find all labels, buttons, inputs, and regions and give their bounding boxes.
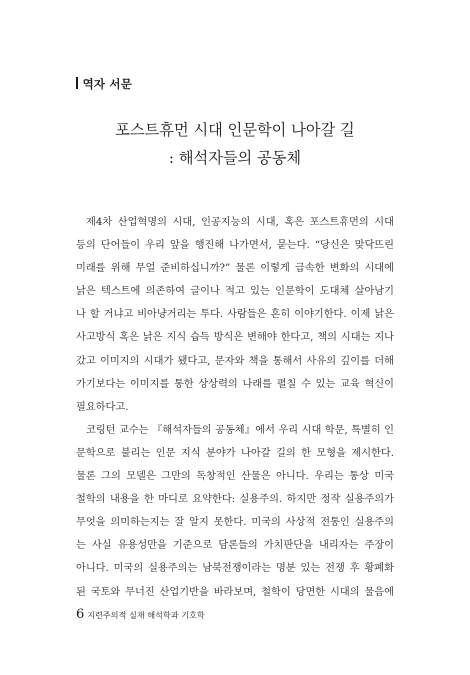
body-line: 등의 단어들이 우리 앞을 행진해 나가면서, 묻는다. “당신은 맞닥뜨린	[76, 240, 394, 252]
body-line: 필요하다고.	[76, 401, 129, 413]
body-line: 문학으로 불리는 인문 지식 분야가 나아갈 길의 한 모형을 제시한다.	[76, 447, 394, 459]
body-line: 낡은 텍스트에 의존하여 글이나 적고 있는 인문학이 도대체 살아남기	[76, 286, 394, 298]
body-line: 제4차 산업혁명의 시대, 인공지능의 시대, 혹은 포스트휴먼의 시대	[86, 217, 394, 228]
body-line: 된 국토와 무너진 산업기반을 바라보며, 철학이 당면한 시대의 물음에	[76, 586, 394, 598]
running-book-title: 지련주의적 실재 해석학과 기호학	[87, 611, 205, 620]
section-label-text: 역자 서문	[82, 77, 133, 91]
body-line: 물론 그의 모델은 그만의 독창적인 산물은 아니다. 우리는 통상 미국	[76, 471, 394, 483]
page-footer	[76, 603, 205, 622]
body-line: 미래를 위해 무얼 준비하십니까?” 물론 이렇게 급속한 변화의 시대에	[76, 263, 394, 275]
section-label-bar	[76, 77, 78, 89]
body-line: 아니다. 미국의 실용주의는 남북전쟁이라는 명분 있는 전쟁 후 황폐화	[76, 563, 394, 575]
page-number: 6	[76, 607, 85, 622]
body-line: 가기보다는 이미지를 통한 상상력의 나래를 펼칠 수 있는 교육 혁신이	[76, 378, 394, 390]
body-text	[76, 211, 394, 604]
chapter-title-line-1: 포스트휴먼 시대 인문학이 나아갈 길	[115, 121, 355, 139]
chapter-title-line-2: : 해석자들의 공동체	[168, 149, 302, 167]
body-line: 나 할 거냐고 비아냥거리는 투다. 사람들은 흔히 이야기한다. 이제 낡은	[76, 309, 394, 321]
body-line: 갔고 이미지의 시대가 됐다고, 문자와 책을 통해서 사유의 깊이를 더해	[76, 355, 394, 367]
body-line: 는 사실 유용성만을 기준으로 담론들의 가치판단을 내리자는 주장이	[76, 540, 394, 552]
body-line: 철학의 내용을 한 마디로 요약한다: 실용주의. 하지만 정작 실용주의가	[76, 494, 394, 506]
body-line: 사고방식 혹은 낡은 지식 습득 방식은 변해야 한다고, 책의 시대는 지나	[76, 332, 394, 344]
body-line: 무엇을 의미하는지는 잘 알지 못한다. 미국의 사상적 전통인 실용주의	[76, 517, 394, 529]
section-label	[76, 76, 132, 92]
body-line: 코링턴 교수는 『해석자들의 공동체』에서 우리 시대 학문, 특별히 인	[86, 424, 394, 436]
